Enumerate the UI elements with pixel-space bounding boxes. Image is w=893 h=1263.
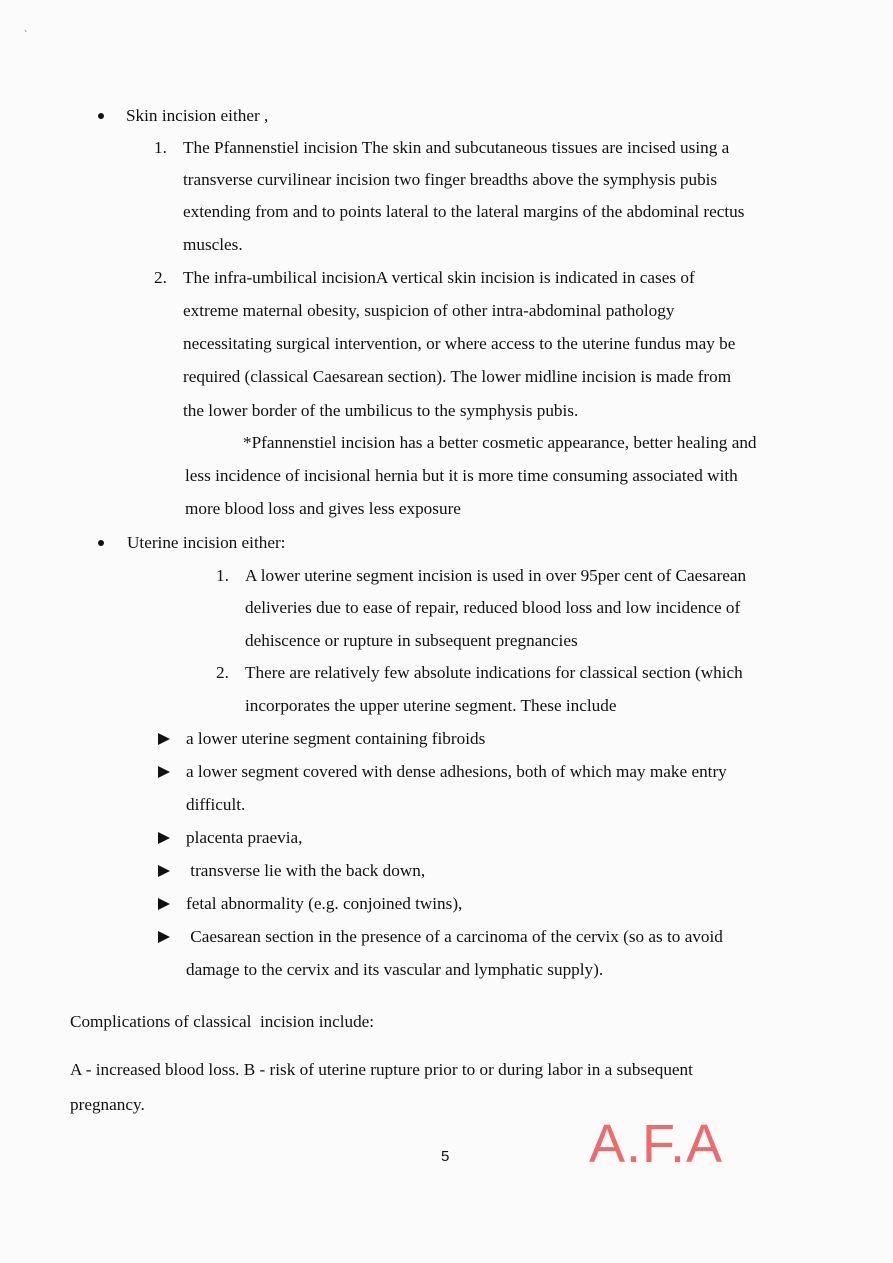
uterine-item-1-line: A lower uterine segment incision is used in over 95per cent of Caesarean bbox=[245, 566, 747, 585]
skin-item-2-number: 2. bbox=[154, 268, 167, 287]
pfannenstiel-note-line: *Pfannenstiel incision has a better cosmetic appearance, better healing and bbox=[243, 433, 757, 452]
complications-line: pregnancy. bbox=[70, 1095, 145, 1114]
uterine-item-2-line: There are relatively few absolute indications for classical section (which bbox=[245, 663, 743, 682]
arrow-bullet-icon bbox=[158, 733, 170, 745]
skin-item-2-line: extreme maternal obesity, suspicion of other intra-abdominal pathology bbox=[183, 301, 675, 320]
skin-item-2-line: required (classical Caesarean section). The lower midline incision is made from bbox=[183, 367, 732, 386]
page-number: 5 bbox=[441, 1148, 450, 1165]
scan-mark: ` bbox=[24, 30, 28, 41]
arrow-bullet-icon bbox=[158, 865, 170, 877]
skin-item-1-line: muscles. bbox=[183, 235, 243, 254]
skin-item-2-line: the lower border of the umbilicus to the symphysis pubis. bbox=[183, 401, 579, 420]
skin-item-1-number: 1. bbox=[154, 138, 167, 157]
indication-item: fetal abnormality (e.g. conjoined twins), bbox=[186, 894, 463, 913]
indication-item: transverse lie with the back down, bbox=[186, 861, 426, 880]
complications-heading: Complications of classical incision include: bbox=[70, 1012, 375, 1031]
skin-incision-heading: Skin incision either , bbox=[126, 106, 269, 125]
pfannenstiel-note-line: less incidence of incisional hernia but it is more time consuming associated with bbox=[185, 466, 738, 485]
skin-item-2-line: necessitating surgical intervention, or where access to the uterine fundus may be bbox=[183, 334, 736, 353]
arrow-bullet-icon bbox=[158, 766, 170, 778]
arrow-bullet-icon bbox=[158, 898, 170, 910]
uterine-item-1-line: deliveries due to ease of repair, reduced blood loss and low incidence of bbox=[245, 598, 741, 617]
complications-line: A - increased blood loss. B - risk of uterine rupture prior to or during labor in a subsequent bbox=[70, 1060, 693, 1079]
indication-item: difficult. bbox=[186, 795, 246, 814]
pfannenstiel-note-line: more blood loss and gives less exposure bbox=[185, 499, 461, 518]
indication-item: damage to the cervix and its vascular and lymphatic supply). bbox=[186, 960, 604, 979]
bullet-icon bbox=[98, 113, 104, 119]
watermark: A.F.A bbox=[589, 1114, 724, 1174]
skin-item-1-line: The Pfannenstiel incision The skin and subcutaneous tissues are incised using a bbox=[183, 138, 730, 157]
indication-item: a lower segment covered with dense adhesions, both of which may make entry bbox=[186, 762, 727, 781]
uterine-item-2-line: incorporates the upper uterine segment. These include bbox=[245, 696, 617, 715]
uterine-item-1-line: dehiscence or rupture in subsequent pregnancies bbox=[245, 631, 578, 650]
bullet-icon bbox=[98, 540, 104, 546]
uterine-item-2-number: 2. bbox=[216, 663, 229, 682]
arrow-bullet-icon bbox=[158, 931, 170, 943]
indication-item: a lower uterine segment containing fibroids bbox=[186, 729, 486, 748]
uterine-item-1-number: 1. bbox=[216, 566, 229, 585]
uterine-incision-heading: Uterine incision either: bbox=[127, 533, 286, 552]
indication-item: placenta praevia, bbox=[186, 828, 303, 847]
skin-item-1-line: transverse curvilinear incision two finger breadths above the symphysis pubis bbox=[183, 170, 718, 189]
indication-item: Caesarean section in the presence of a carcinoma of the cervix (so as to avoid bbox=[186, 927, 723, 946]
arrow-bullet-icon bbox=[158, 832, 170, 844]
skin-item-2-line: The infra-umbilical incisionA vertical skin incision is indicated in cases of bbox=[183, 268, 695, 287]
skin-item-1-line: extending from and to points lateral to the lateral margins of the abdominal rectus bbox=[183, 202, 745, 221]
